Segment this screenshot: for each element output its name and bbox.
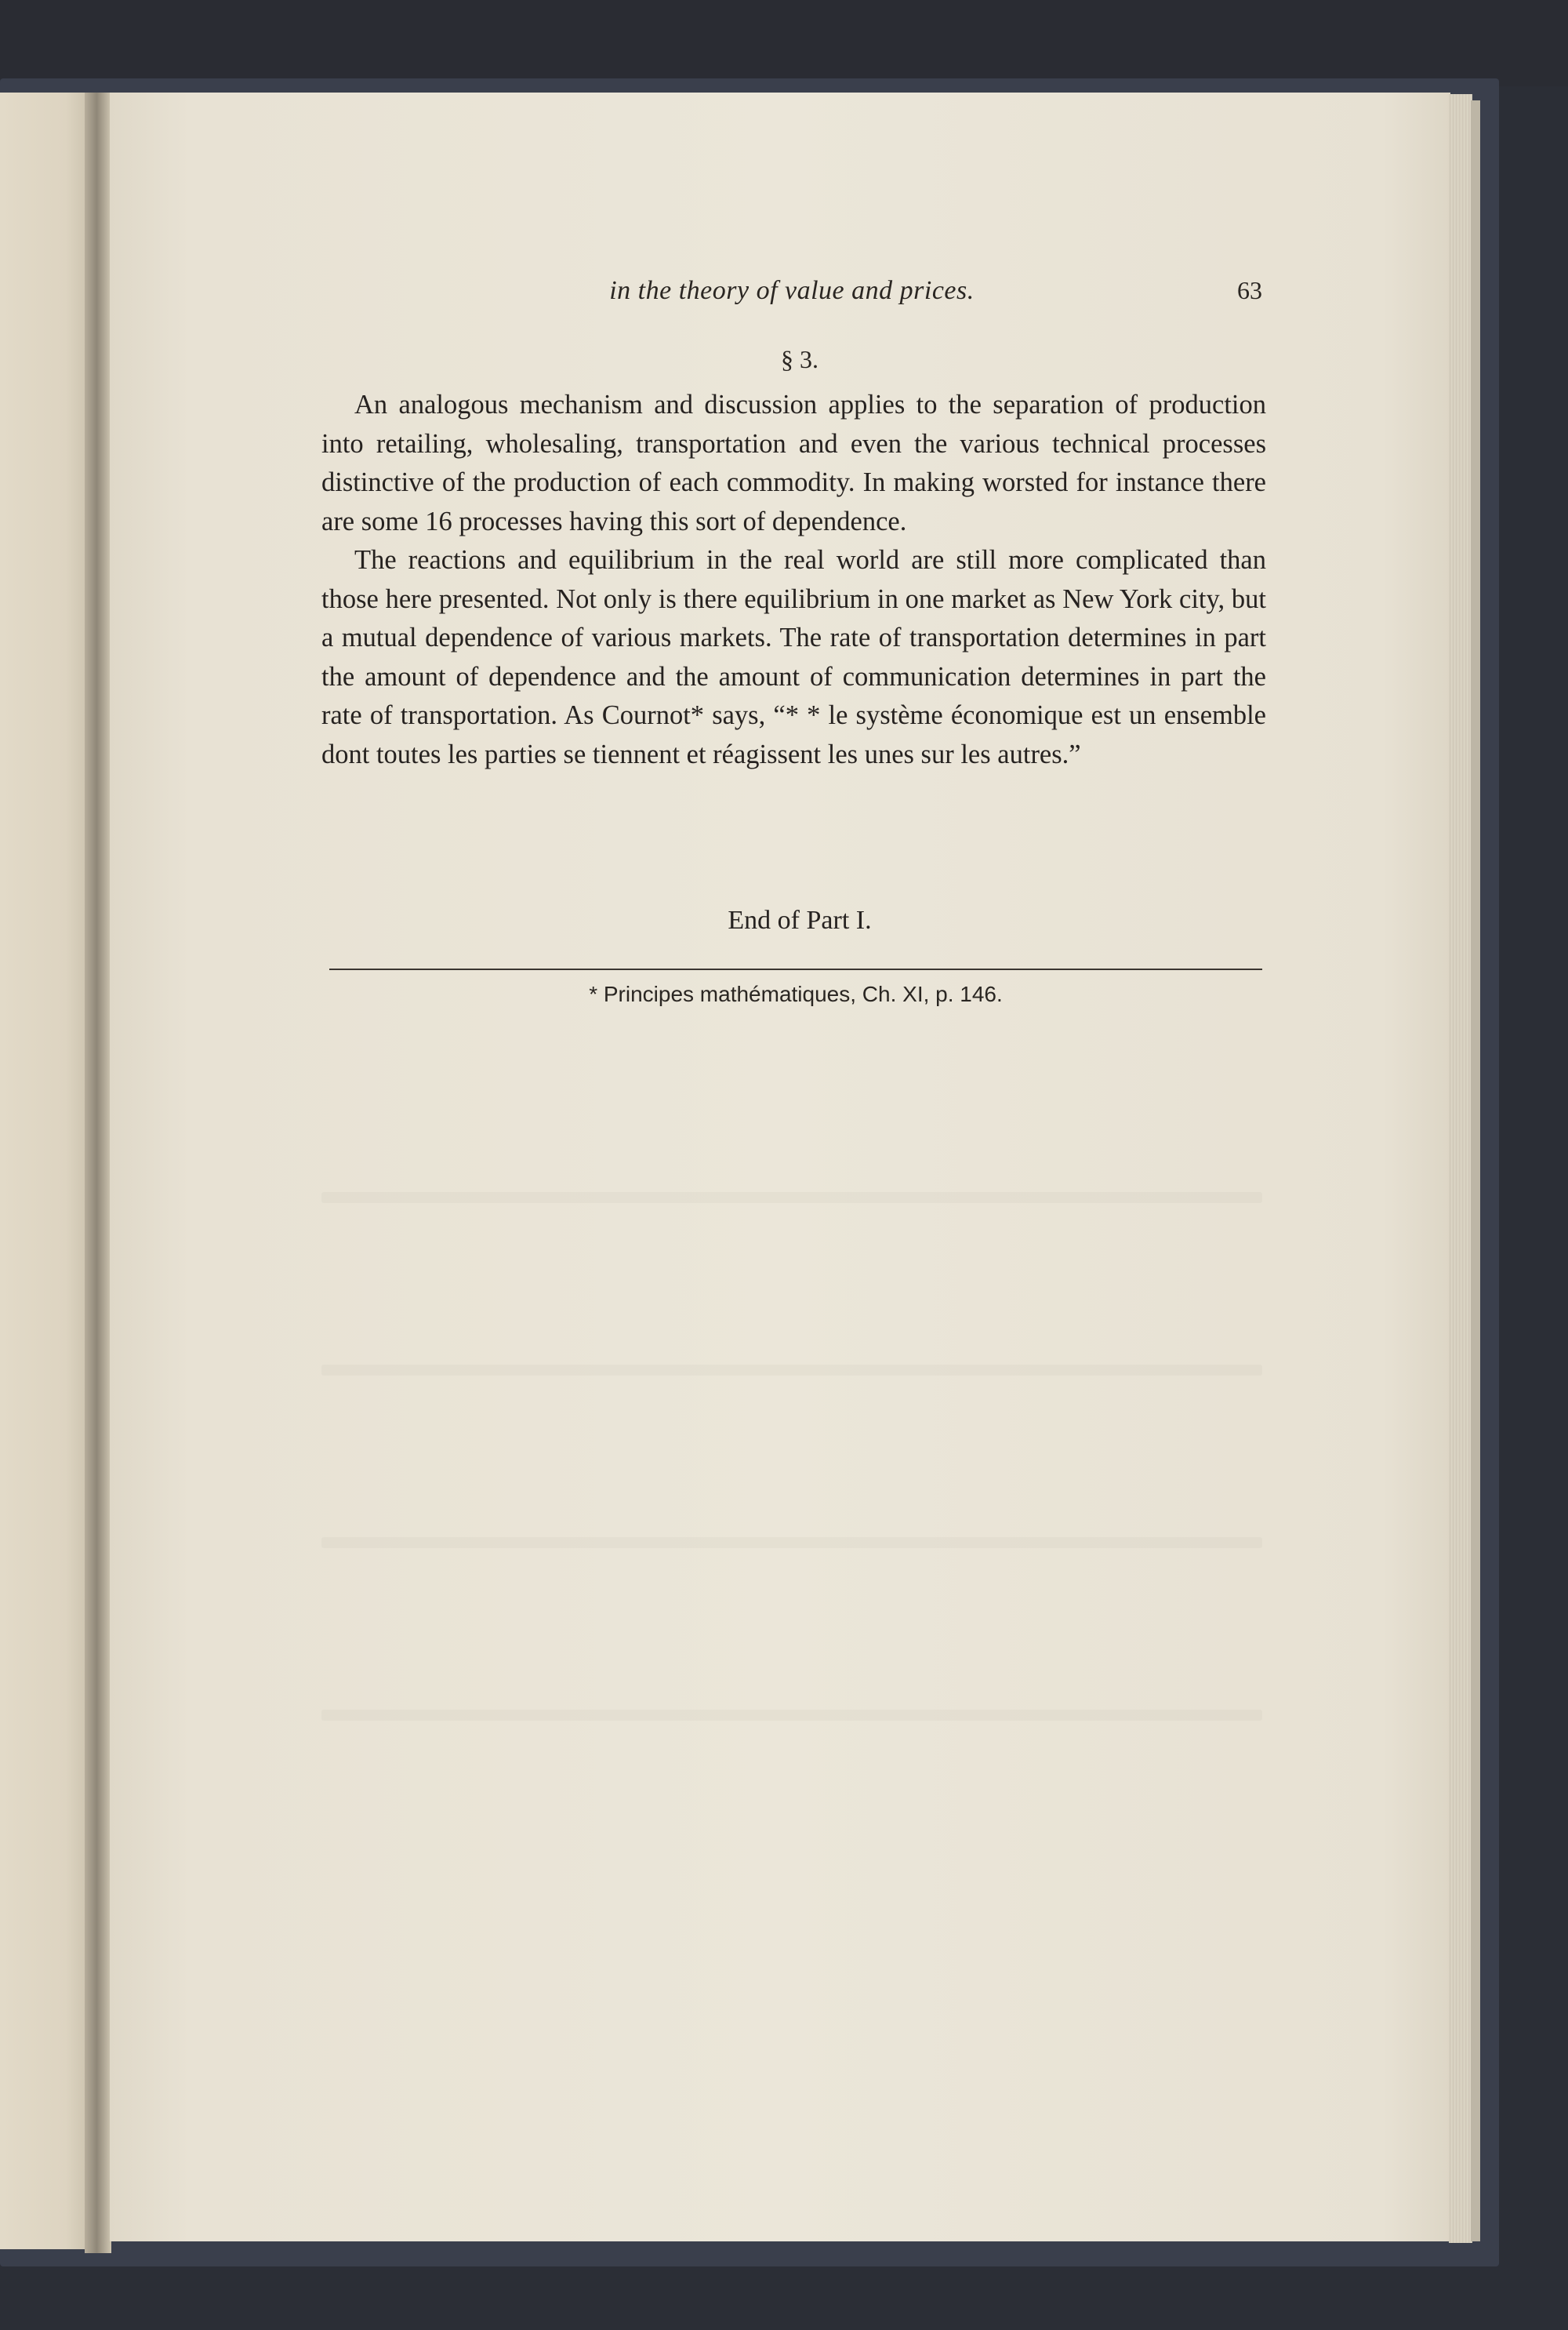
show-through xyxy=(321,1365,1262,1376)
page-block-shadow xyxy=(1471,100,1480,2241)
book-gutter xyxy=(85,93,111,2253)
end-of-part: End of Part I. xyxy=(728,906,872,935)
show-through xyxy=(321,1710,1262,1721)
show-through xyxy=(321,1537,1262,1548)
body-text xyxy=(321,386,1266,774)
footnote: * Principes mathématiques, Ch. XI, p. 146. xyxy=(589,982,1003,1006)
page-block-edge xyxy=(1449,94,1472,2243)
section-heading: § 3. xyxy=(781,345,818,373)
left-page-edge xyxy=(0,93,94,2249)
page-number: 63 xyxy=(1237,276,1262,304)
paragraph: The reactions and equilibrium in the real world are still more complicated than those here presented. Not only is there equilibrium in one market as New York city, but a mutual dependence of various markets. The rate of transportation determines in part the amount of dependence and the amount of communication determines in part the rate of transportation. As Cournot* says, “* * le système économique est un ensemble dont toutes les parties se tiennent et réagissent les unes sur les autres.” xyxy=(321,545,1266,769)
running-head: in the theory of value and prices. xyxy=(609,276,975,305)
show-through xyxy=(321,1192,1262,1203)
paragraph: An analogous mechanism and discussion applies to the separation of production into retailing, wholesaling, transportation and even the various technical processes distinctive of the production of each commodity. In making worsted for instance there are some 16 processes having this sort of dependence. xyxy=(321,390,1266,536)
background xyxy=(0,0,1568,86)
footnote-rule xyxy=(329,969,1262,970)
